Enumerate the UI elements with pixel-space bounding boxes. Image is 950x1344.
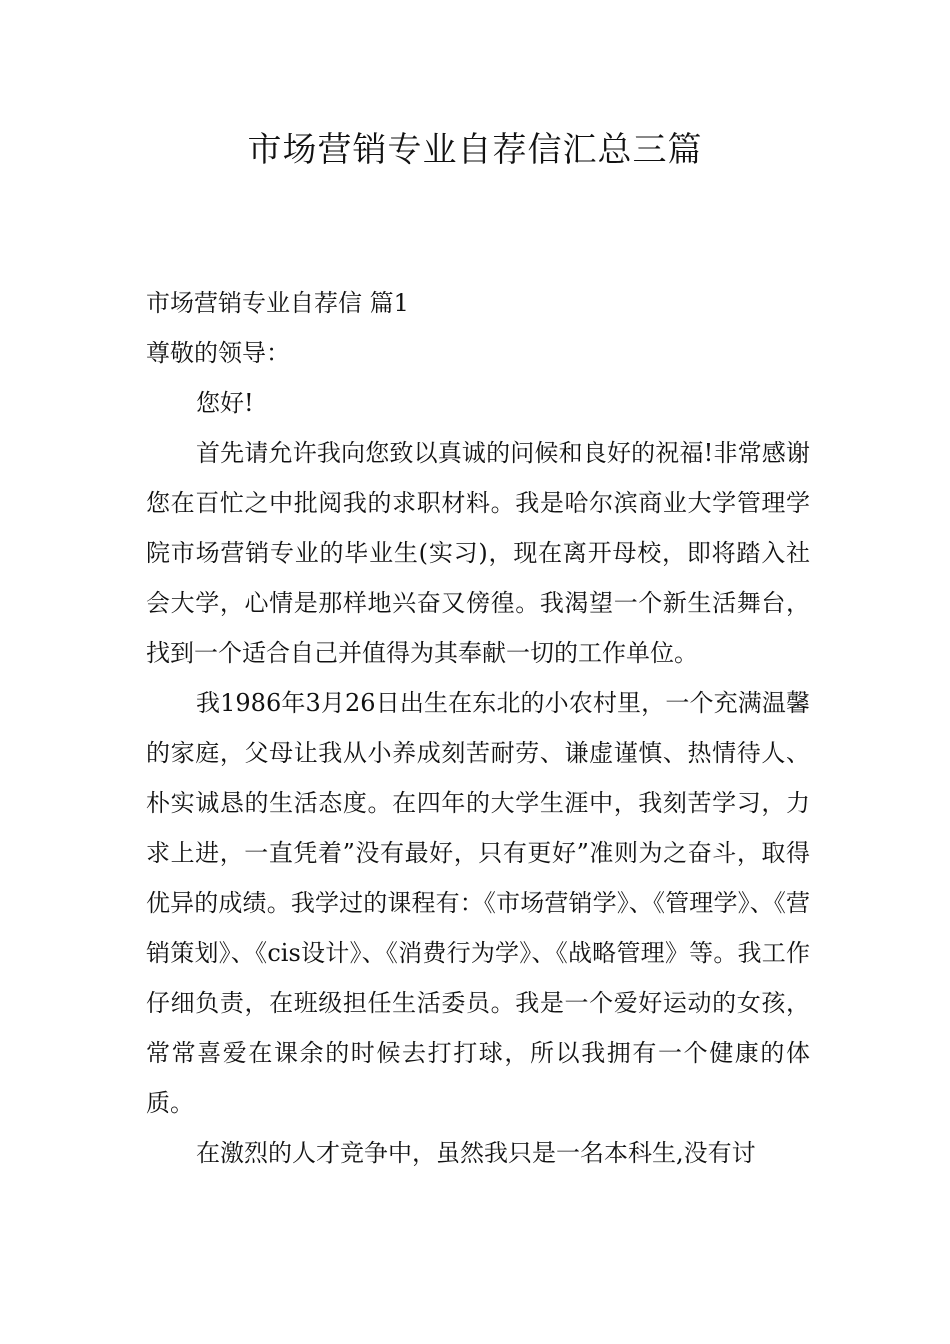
greeting: 您好!: [196, 389, 254, 417]
paragraph-background: 我1986年3月26日出生在东北的小农村里，一个充满温馨的家庭，父母让我从小养成刻苦耐劳、谦虚谨慎、热情待人、朴实诚恳的生活态度。在四年的大学生涯中，我刻苦学习，力求上进，一直凭着”没有最好，只有更好”准则为之奋斗，取得优异的成绩。我学过的课程有：《市场营销学》、《管理学》、《营销策划》、《cis设计》、《消费行为学》、《战略管理》等。我工作仔细负责，在班级担任生活委员。我是一个爱好运动的女孩，常常喜爱在课余的时候去打打球，所以我拥有一个健康的体质。: [146, 689, 810, 1117]
document-title: 市场营销专业自荐信汇总三篇: [247, 130, 703, 170]
section-heading: 市场营销专业自荐信 篇1: [146, 289, 409, 317]
paragraph-competition: 在激烈的人才竞争中，虽然我只是一名本科生,没有讨: [196, 1139, 756, 1167]
document-body: [146, 278, 810, 1178]
paragraph-intro: 首先请允许我向您致以真诚的问候和良好的祝福!非常感谢您在百忙之中批阅我的求职材料。我是哈尔滨商业大学管理学院市场营销专业的毕业生(实习)，现在离开母校，即将踏入社会大学，心情是那样地兴奋又傍徨。我渴望一个新生活舞台，找到一个适合自己并值得为其奉献一切的工作单位。: [146, 439, 810, 667]
salutation: 尊敬的领导：: [146, 339, 290, 367]
